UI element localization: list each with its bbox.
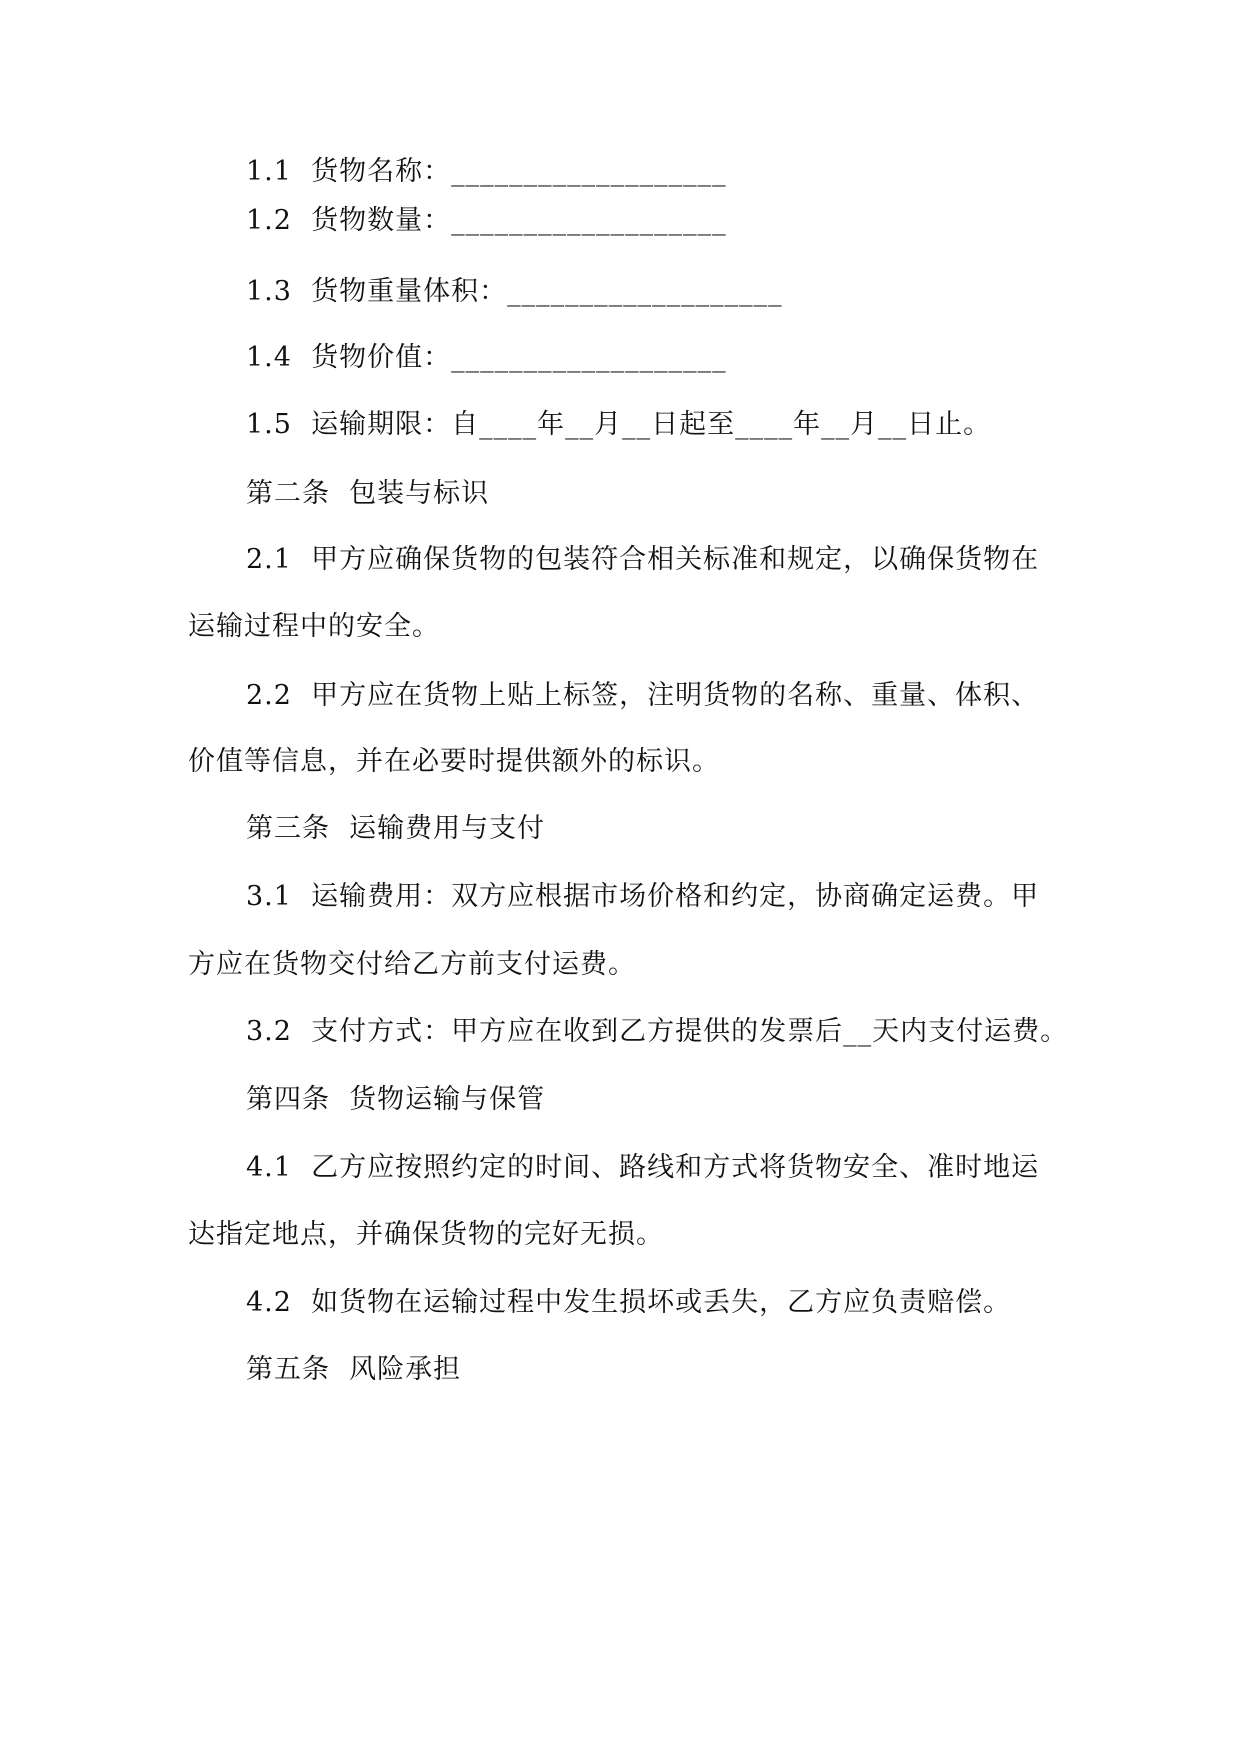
item-2-2-line-2: 价值等信息，并在必要时提供额外的标识。 [188,746,720,777]
article-2-heading: 第二条 包装与标识 [246,478,490,509]
item-1-1-goods-name: 1.1 货物名称：___________________ [246,156,727,187]
item-1-5-transport-period: 1.5 运输期限：自____年__月__日起至____年__月__日止。 [246,409,992,440]
item-3-1-line-2: 方应在货物交付给乙方前支付运费。 [188,949,636,980]
item-2-2-line-1: 2.2 甲方应在货物上贴上标签，注明货物的名称、重量、体积、 [246,680,1040,711]
article-3-heading: 第三条 运输费用与支付 [246,813,546,844]
item-1-3-goods-weight-volume: 1.3 货物重量体积：___________________ [246,276,783,307]
article-5-heading: 第五条 风险承担 [246,1354,462,1385]
item-1-4-goods-value: 1.4 货物价值：___________________ [246,342,727,373]
item-3-1-line-1: 3.1 运输费用：双方应根据市场价格和约定，协商确定运费。甲 [246,881,1040,912]
article-4-heading: 第四条 货物运输与保管 [246,1084,546,1115]
item-4-1-line-2: 达指定地点，并确保货物的完好无损。 [188,1219,664,1250]
item-1-2-goods-quantity: 1.2 货物数量：___________________ [246,205,727,236]
item-3-2-payment-method: 3.2 支付方式：甲方应在收到乙方提供的发票后__天内支付运费。 [246,1016,1069,1047]
item-2-1-line-2: 运输过程中的安全。 [188,611,440,642]
item-4-1-line-1: 4.1 乙方应按照约定的时间、路线和方式将货物安全、准时地运 [246,1152,1040,1183]
item-4-2-compensation: 4.2 如货物在运输过程中发生损坏或丢失，乙方应负责赔偿。 [246,1287,1012,1318]
item-2-1-line-1: 2.1 甲方应确保货物的包装符合相关标准和规定，以确保货物在 [246,544,1040,575]
